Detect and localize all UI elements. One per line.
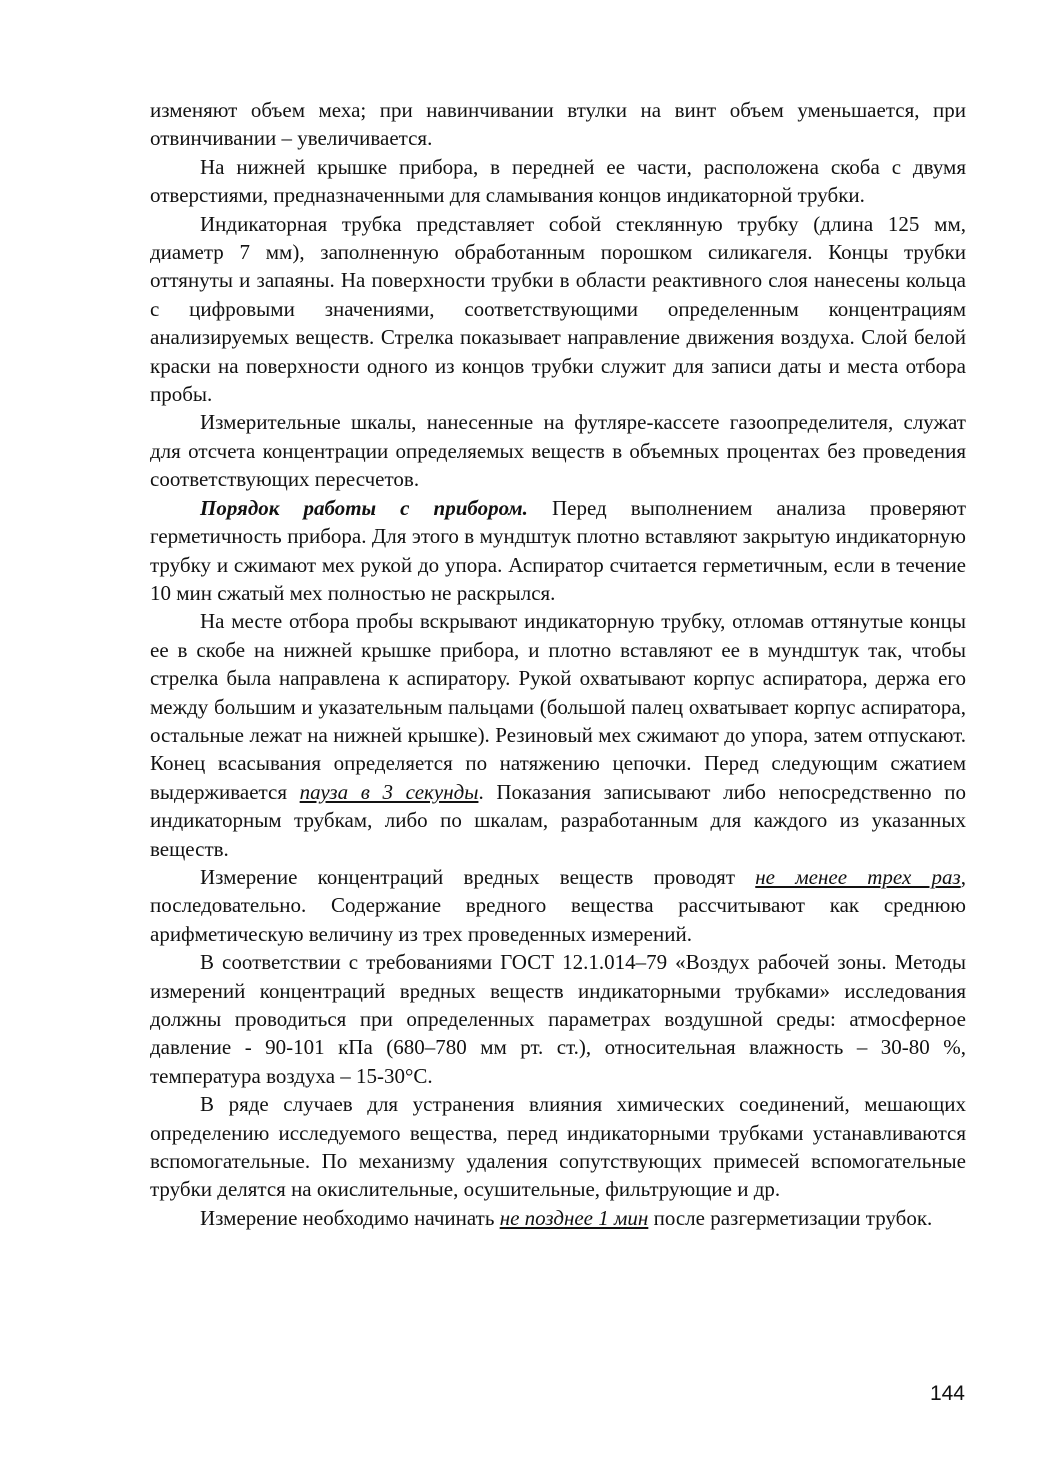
paragraph-text-before: Измерение необходимо начинать [200, 1205, 495, 1230]
underlined-emphasis: не менее трех раз [755, 864, 961, 889]
paragraph-text-after: после разгерметизации трубок. [653, 1205, 933, 1230]
paragraph-text: Перед выполнением анализа проверяют герметичность прибора. Для этого в мундштук плотно вставляют закрытую индикаторную трубку и сжимают мех рукой до упора. Аспиратор считается герметичным, если в течение 10 мин сжатый мех полностью не раскрылся. [150, 495, 966, 605]
paragraph-repeat-measurement [150, 863, 966, 948]
paragraph-text-before: На месте отбора пробы вскрывают индикаторную трубку, отломав оттянутые концы ее в скобе на нижней крышке прибора, и плотно вставляют ее в мундштук так, чтобы стрелка была направлена к аспиратору. Рукой охватывают корпус аспиратора, держа его между большим и указательным пальцами (большой палец охватывает корпус аспиратора, остальные лежат на нижней крышке). Резиновый мех сжимают до упора, затем отпускают. Конец всасывания определяется по натяжению цепочки. Перед следующим сжатием выдерживается [150, 609, 966, 804]
underlined-emphasis: пауза в 3 секунды [299, 779, 479, 804]
paragraph-scales: Измерительные шкалы, нанесенные на футляре-кассете газоопределителя, служат для отсчета концентрации определяемых веществ в объемных процентах без проведения соответствующих пересчетов. [150, 410, 966, 492]
paragraph-indicator-tube: Индикаторная трубка представляет собой стеклянную трубку (длина 125 мм, диаметр 7 мм), заполненную обработанным порошком силикагеля. Концы трубки оттянуты и запаяны. На поверхности трубки в области реактивного слоя нанесены кольца с цифровыми значениями, соответствующими определенным концентрациям анализируемых веществ. Стрелка показывает направление движения воздуха. Слой белой краски на поверхности одного из концов трубки служит для записи даты и места отбора пробы. [150, 211, 966, 407]
paragraph-text-before: Измерение концентраций вредных веществ проводят [200, 864, 735, 889]
document-page [150, 96, 966, 1232]
paragraph-start-measurement [150, 1204, 966, 1232]
paragraph-text-after: , последовательно. Содержание вредного вещества рассчитывают как среднюю арифметическую величину из трех проведенных измерений. [150, 864, 966, 946]
paragraph-sampling [150, 607, 966, 863]
paragraph-auxiliary-tubes: В ряде случаев для устранения влияния химических соединений, мешающих определению исследуемого вещества, перед индикаторными трубками устанавливаются вспомогательные. По механизму удаления сопутствующих примесей вспомогательные трубки делятся на окислительные, осушительные, фильтрующие и др. [150, 1092, 966, 1202]
paragraph-operating-procedure [150, 494, 966, 608]
paragraph-text-after: . Показания записывают либо непосредственно по индикаторным трубкам, либо по шкалам, разработанным для каждого из указанных веществ. [150, 779, 966, 861]
underlined-emphasis: не позднее 1 мин [499, 1205, 649, 1230]
section-heading: Порядок работы с прибором. [200, 495, 528, 520]
page-number: 144 [929, 1382, 965, 1405]
paragraph-bracket: На нижней крышке прибора, в передней ее части, расположена скоба с двумя отверстиями, предназначенными для сламывания концов индикаторной трубки. [150, 154, 966, 208]
paragraph-gost: В соответствии с требованиями ГОСТ 12.1.014–79 «Воздух рабочей зоны. Методы измерений концентраций вредных веществ индикаторными трубками» исследования должны проводиться при определенных параметрах воздушной среды: атмосферное давление - 90-101 кПа (680–780 мм рт. ст.), относительная влажность – 30-80 %, температура воздуха – 15-30°С. [150, 950, 966, 1088]
paragraph-continuation: изменяют объем меха; при навинчивании втулки на винт объем уменьшается, при отвинчивании – увеличивается. [150, 98, 966, 151]
